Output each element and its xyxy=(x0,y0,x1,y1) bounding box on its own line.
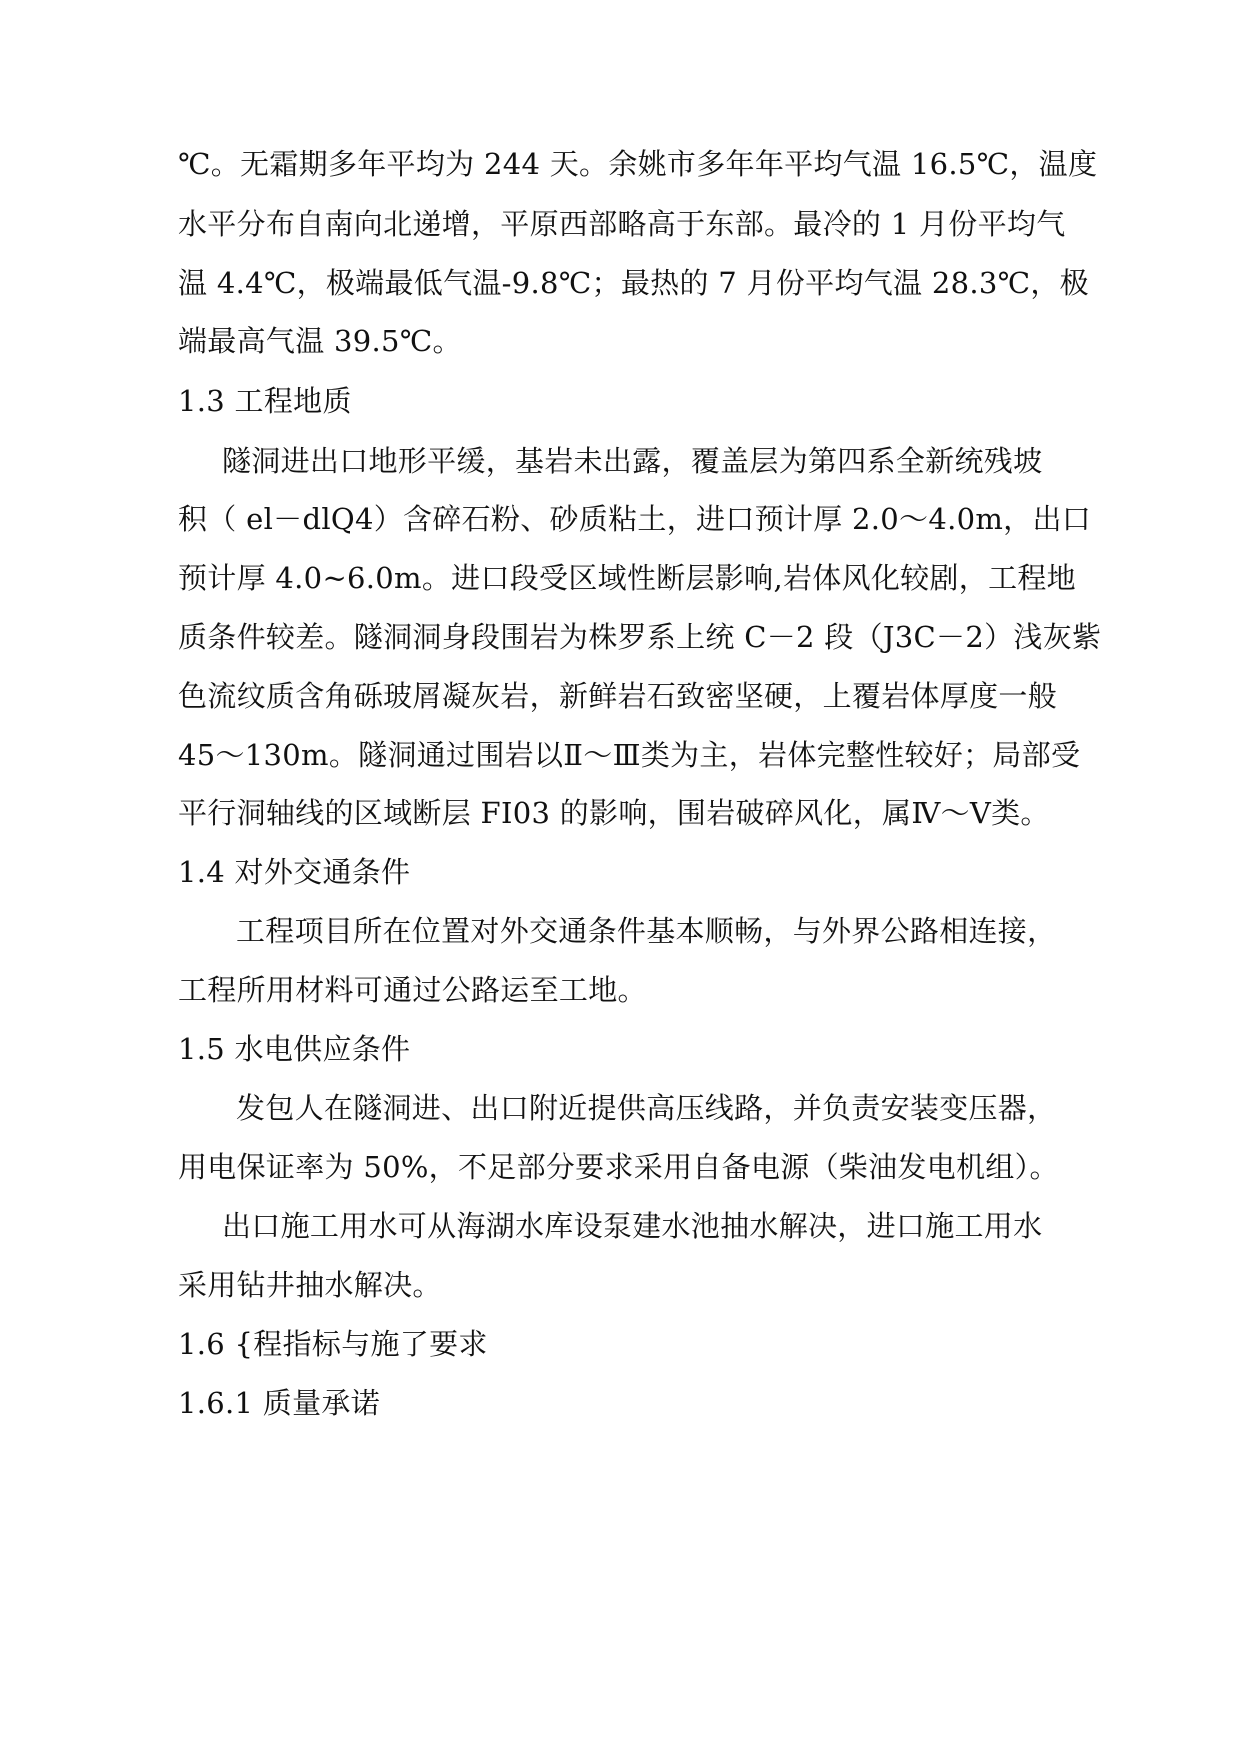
geology-paragraph-line-3: 预计厚 4.0~6.0m。进口段受区域性断层影响,岩体风化较剧，工程地 xyxy=(178,561,1076,595)
geology-paragraph-line-7: 平行洞轴线的区域断层 FI03 的影响，围岩破碎风化，属Ⅳ～Ⅴ类。 xyxy=(178,796,1050,830)
section-heading-1-3: 1.3 工程地质 xyxy=(178,384,352,418)
section-heading-1-6-1: 1.6.1 质量承诺 xyxy=(178,1386,381,1420)
climate-paragraph-line-1: ℃。无霜期多年平均为 244 天。余姚市多年年平均气温 16.5℃，温度 xyxy=(178,147,1098,181)
climate-paragraph-line-3: 温 4.4℃，极端最低气温-9.8℃；最热的 7 月份平均气温 28.3℃，极 xyxy=(178,266,1089,300)
geology-paragraph-line-2: 积（ el－dlQ4）含碎石粉、砂质粘土，进口预计厚 2.0～4.0m，出口 xyxy=(178,502,1092,536)
traffic-paragraph-line-1: 工程项目所在位置对外交通条件基本顺畅，与外界公路相连接， xyxy=(236,914,1057,948)
climate-paragraph-line-4: 端最高气温 39.5℃。 xyxy=(178,324,462,358)
traffic-paragraph-line-2: 工程所用材料可通过公路运至工地。 xyxy=(178,973,647,1007)
geology-paragraph-line-5: 色流纹质含角砾玻屑凝灰岩，新鲜岩石致密坚硬，上覆岩体厚度一般 xyxy=(178,679,1058,713)
section-heading-1-6: 1.6 {程指标与施了要求 xyxy=(178,1327,488,1361)
climate-paragraph-line-2: 水平分布自南向北递增，平原西部略高于东部。最冷的 1 月份平均气 xyxy=(178,207,1066,241)
utility-paragraph-line-2: 用电保证率为 50%，不足部分要求采用自备电源（柴油发电机组）。 xyxy=(178,1150,1059,1184)
section-heading-1-5: 1.5 水电供应条件 xyxy=(178,1032,411,1066)
geology-paragraph-line-4: 质条件较差。隧洞洞身段围岩为株罗系上统 C－2 段（J3C－2）浅灰紫 xyxy=(178,620,1102,654)
utility-paragraph-line-3: 出口施工用水可从海湖水库设泵建水池抽水解决，进口施工用水 xyxy=(222,1209,1043,1243)
utility-paragraph-line-4: 采用钻井抽水解决。 xyxy=(178,1268,442,1302)
utility-paragraph-line-1: 发包人在隧洞进、出口附近提供高压线路，并负责安装变压器， xyxy=(236,1091,1057,1125)
geology-paragraph-line-1: 隧洞进出口地形平缓，基岩未出露，覆盖层为第四系全新统残坡 xyxy=(222,444,1043,478)
section-heading-1-4: 1.4 对外交通条件 xyxy=(178,855,411,889)
geology-paragraph-line-6: 45～130m。隧洞通过围岩以Ⅱ～Ⅲ类为主，岩体完整性较好；局部受 xyxy=(178,738,1081,772)
